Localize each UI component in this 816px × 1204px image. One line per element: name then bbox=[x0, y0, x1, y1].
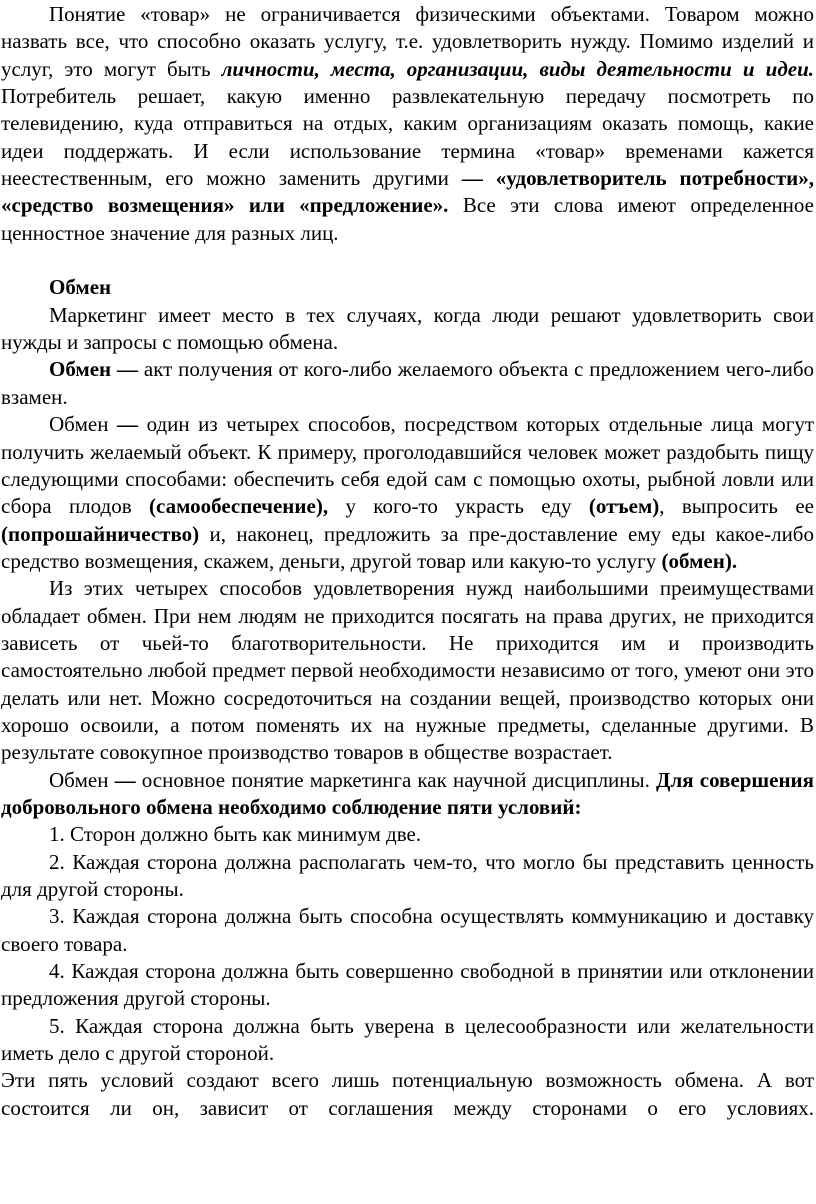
bold-text: — «удовлетворитель потребности», «средство возмещения» или «предложение». bbox=[1, 166, 814, 218]
text-run: Потребитель решает, какую именно развлекательную передачу посмотреть по телевидению, куда отправиться на отдых, каким организациям оказать помощь, какие идеи поддержать. И если использование термина «товар» временами кажется неестественным, его можно заменить другими bbox=[1, 84, 814, 191]
paragraph-exchange-definition bbox=[1, 356, 814, 411]
condition-item: 1. Сторон должно быть как минимум две. bbox=[49, 822, 422, 847]
text-run: Обмен bbox=[49, 412, 118, 437]
text-run: Понятие «товар» не ограничивается физическими объектами. Товаром можно назвать все, что способно оказать услугу, т.е. удовлетворить нужду. Помимо изделий и услуг, это могут быть bbox=[1, 2, 814, 81]
text-run: основное понятие маркетинга как научной дисциплины. bbox=[135, 767, 657, 792]
paragraph-marketing: Маркетинг имеет место в тех случаях, когда люди решают удовлетворить свои нужды и запросы с помощью обмена. bbox=[1, 302, 814, 355]
bold-text: (попрошайничество) bbox=[1, 521, 200, 546]
paragraph-advantages: Из этих четырех способов удовлетворения нужд наибольшими преимуществами обладает обмен. При нем людям не приходится посягать на права других, не приходится зависеть от чьей-то благотворительности. Не приходится им и производить самостоятельно любой предмет первой необходимости независимо от того, умеют они это делать или нет. Можно сосредоточиться на создании вещей, производство которых они хорошо освоили, а потом поменять их на нужные предметы, сделанные другими. В результате совокупное производство товаров в обществе возрастает. bbox=[1, 576, 814, 765]
bold-text: (самообеспечение), bbox=[149, 494, 329, 519]
text-run: , выпросить ее bbox=[659, 494, 814, 519]
bold-text: Для совершения добровольного обмена необходимо соблюдение пяти условий: bbox=[1, 767, 815, 819]
condition-item: 2. Каждая сторона должна располагать чем-то, что могло бы представить ценность для другой стороны. bbox=[1, 849, 814, 901]
bold-text: (обмен). bbox=[661, 548, 738, 573]
bold-italic-text: личности, места, организации, виды деятельности и идеи. bbox=[221, 56, 814, 81]
condition-item: 5. Каждая сторона должна быть уверена в целесообразности или желательности иметь дело с другой стороной. bbox=[1, 1013, 814, 1066]
condition-item: 4. Каждая сторона должна быть совершенно свободной в принятии или отклонении предложения другой стороны. bbox=[1, 959, 814, 1011]
bold-text: — bbox=[114, 767, 136, 792]
text-run: Все эти слова имеют определенное ценностное значение для разных лиц. bbox=[1, 193, 814, 245]
bold-text: (отъем) bbox=[588, 494, 660, 519]
text-run: один из четырех способов, посредством которых отдельные лица могут получить желаемый объект. К примеру, проголодавшийся человек может раздобыть пищу следующими способами: обеспечить себя едой сам с помощью охоты, рыбной ловли или сбора плодов bbox=[1, 412, 815, 519]
section-heading: Обмен bbox=[49, 275, 112, 300]
text-run: и, наконец, предложить за пре-доставление ему еды какое-либо средство возмещения, скажем, деньги, другой товар или какую-то услугу bbox=[1, 521, 814, 573]
blank-line bbox=[1, 247, 814, 274]
text-run: акт получения от кого-либо желаемого объекта с предложением чего-либо взамен. bbox=[1, 357, 815, 409]
paragraph-five-conditions-intro bbox=[1, 767, 814, 822]
paragraph-product-concept bbox=[1, 1, 814, 247]
text-run: Обмен bbox=[49, 767, 115, 792]
paragraph-four-ways bbox=[1, 411, 814, 575]
bold-text: — bbox=[117, 412, 139, 437]
paragraph-conclusion: Эти пять условий создают всего лишь потенциальную возможность обмена. А вот состоится ли он, зависит от соглашения между сторонами о его условиях. bbox=[1, 1068, 814, 1120]
condition-item: 3. Каждая сторона должна быть способна осуществлять коммуникацию и доставку своего товара. bbox=[1, 904, 814, 956]
bold-text: Обмен — bbox=[49, 357, 139, 382]
text-run: у кого-то украсть еду bbox=[328, 494, 589, 519]
